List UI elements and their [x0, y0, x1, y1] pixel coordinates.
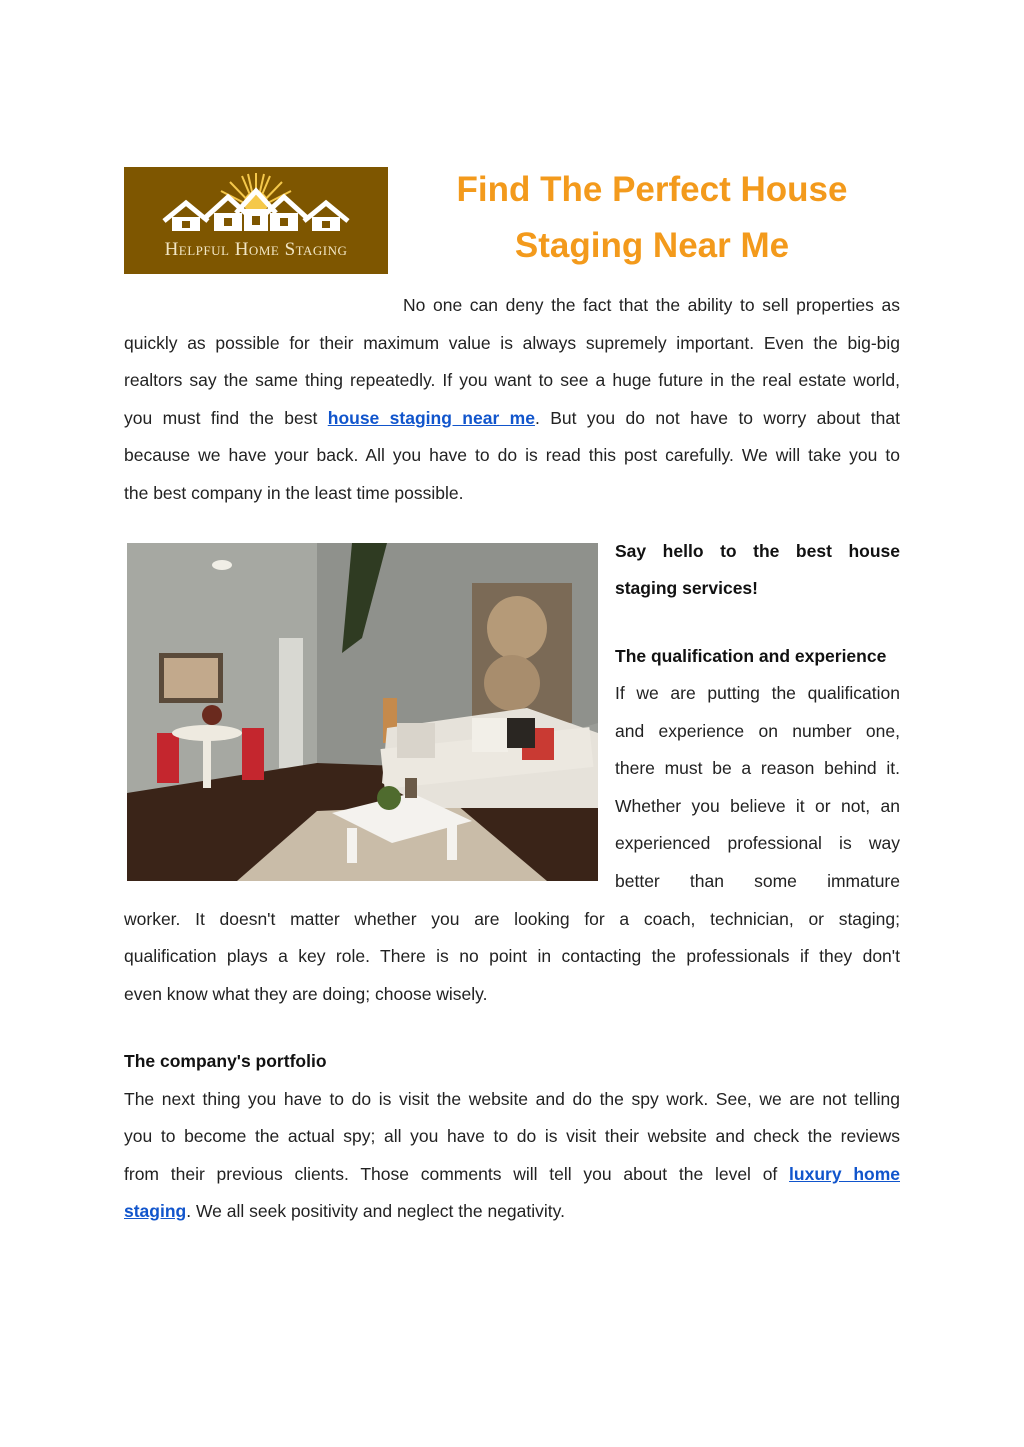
intro-line-3: realtors say the same thing repeatedly. If you want to see a huge future in the real estate world,: [124, 370, 900, 390]
portfolio-line-1: The next thing you have to do is visit the website and do the spy work. See, we are not telling: [124, 1089, 900, 1109]
side-line-6: better than some immature: [615, 871, 900, 891]
house-staging-near-me-link[interactable]: house staging near me: [327, 408, 535, 428]
intro-line-2: quickly as possible for their maximum value is always supremely important. Even the big-big: [124, 333, 900, 353]
qualification-heading: The qualification and experience: [615, 646, 887, 666]
page-title-line-2: Staging Near Me: [514, 226, 790, 265]
side-line-2: and experience on number one,: [615, 721, 900, 741]
side-line-4: Whether you believe it or not, an: [615, 796, 900, 816]
staged-living-room-photo: [127, 543, 598, 881]
intro-line-6: the best company in the least time possible.: [124, 483, 464, 503]
portfolio-line-3: [124, 1156, 900, 1194]
portfolio-text: from their previous clients. Those comments will tell you about the level of: [124, 1164, 790, 1184]
intro-line-5: because we have your back. All you have to do is read this post carefully. We will take you to: [124, 445, 900, 465]
portfolio-line-2: you to become the actual spy; all you have to do is visit their website and check the reviews: [124, 1126, 900, 1146]
portfolio-heading: The company's portfolio: [124, 1051, 327, 1071]
intro-line-1: No one can deny the fact that the ability to sell properties as: [403, 295, 900, 315]
continued-line-1: worker. It doesn't matter whether you are looking for a coach, technician, or staging;: [124, 909, 900, 929]
intro-text: . But you do not have to worry about that: [534, 408, 900, 428]
luxury-home-staging-link-continued[interactable]: staging: [124, 1201, 187, 1221]
side-line-1: If we are putting the qualification: [615, 683, 900, 703]
luxury-home-staging-link[interactable]: luxury home: [789, 1164, 900, 1184]
company-logo: [124, 167, 388, 274]
intro-text: you must find the best: [124, 408, 328, 428]
services-heading-line-1: Say hello to the best house: [615, 541, 900, 561]
portfolio-line-4: [124, 1193, 565, 1231]
services-heading-line-2: staging services!: [615, 578, 758, 598]
intro-line-4: [124, 400, 900, 438]
logo-wordmark: Helpful Home Staging: [164, 239, 348, 260]
side-line-5: experienced professional is way: [615, 833, 900, 853]
side-line-3: there must be a reason behind it.: [615, 758, 900, 778]
continued-line-2: qualification plays a key role. There is no point in contacting the professionals if they don't: [124, 946, 900, 966]
page-title: [405, 162, 899, 274]
page-title-line-1: Find The Perfect House: [456, 170, 848, 209]
continued-line-3: even know what they are doing; choose wisely.: [124, 984, 488, 1004]
portfolio-text: . We all seek positivity and neglect the negativity.: [186, 1201, 565, 1221]
